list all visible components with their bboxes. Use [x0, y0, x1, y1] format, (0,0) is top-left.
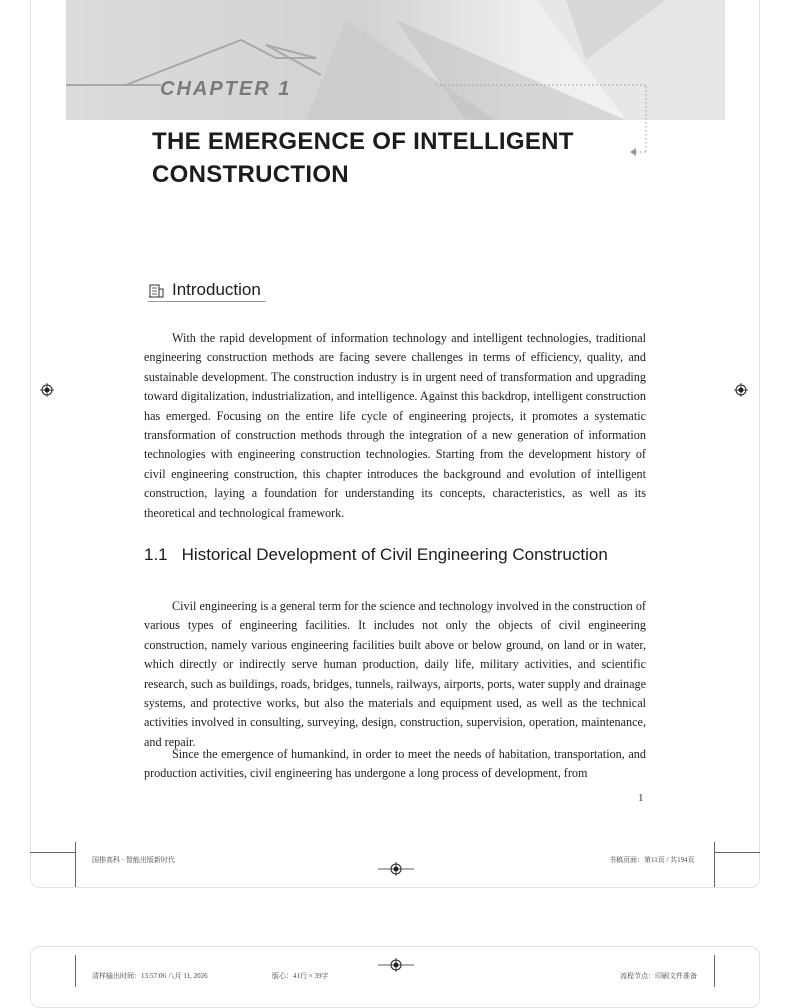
footer-left-text: 国排高科 · 智能出版新时代 — [92, 856, 175, 864]
footer-right-text: 书稿页面：第11页 / 共194页 — [609, 856, 695, 864]
section-paragraph: Since the emergence of humankind, in order to meet the needs of habitation, transportation, and production activities, civil engineering has undergone a long process of development, from — [144, 747, 646, 781]
slug-output-time: 清样输出时间：13:57:06 八月 11, 2026 — [92, 972, 208, 980]
crop-mark — [30, 852, 75, 853]
section-paragraph: Civil engineering is a general term for the science and technology involved in the construction of various types of engineering facilities. It includes not only the objects of civil engineering construction, namely various engineering facilities built above or below ground, on land or in water, which directly or indirectly serve human production, daily life, military activities, and scientific research, such as buildings, roads, bridges, tunnels, railways, airports, ports, water supply and drainage systems, and protective works, but also the materials and equipment used, as well as the technical activities involved in consulting, surveying, design, construction, supervision, operation, maintenance, and repair. — [144, 599, 646, 749]
section-title: Historical Development of Civil Engineering Construction — [181, 545, 608, 564]
crop-mark — [75, 842, 76, 887]
page-number: 1 — [638, 792, 644, 804]
crop-mark — [714, 842, 715, 887]
slug-process: 流程节点：印刷文件准备 — [620, 972, 697, 980]
registration-mark-icon — [378, 958, 414, 972]
chapter-title: THE EMERGENCE OF INTELLIGENT CONSTRUCTION — [152, 128, 574, 188]
page-sheet-border — [30, 0, 760, 888]
registration-mark-icon — [378, 862, 414, 876]
crop-mark — [715, 852, 760, 853]
intro-heading-text: Introduction — [172, 280, 261, 299]
crop-mark — [714, 955, 715, 987]
chapter-label: CHAPTER 1 — [160, 78, 292, 100]
slug-layout: 版心：41行 × 39字 — [272, 972, 329, 980]
section-number: 1.1 — [144, 545, 168, 564]
crop-mark — [75, 955, 76, 987]
intro-paragraph: With the rapid development of information technology and intelligent technologies, traditional engineering construction methods are facing severe challenges in terms of efficiency, quality, and sustainable development. The construction industry is in urgent need of transformation and upgrading toward digitalization, industrialization, and intelligence. Against this backdrop, intelligent construction has emerged. Focusing on the entire life cycle of engineering projects, it promotes a systematic transformation of construction methods through the integration of a new generation of information technologies with engineering construction technologies. Starting from the development history of civil engineering construction, this chapter introduces the background and evolution of intelligent construction, laying a foundation for understanding its concepts, characteristics, as well as its theoretical and technological framework. — [144, 331, 646, 520]
